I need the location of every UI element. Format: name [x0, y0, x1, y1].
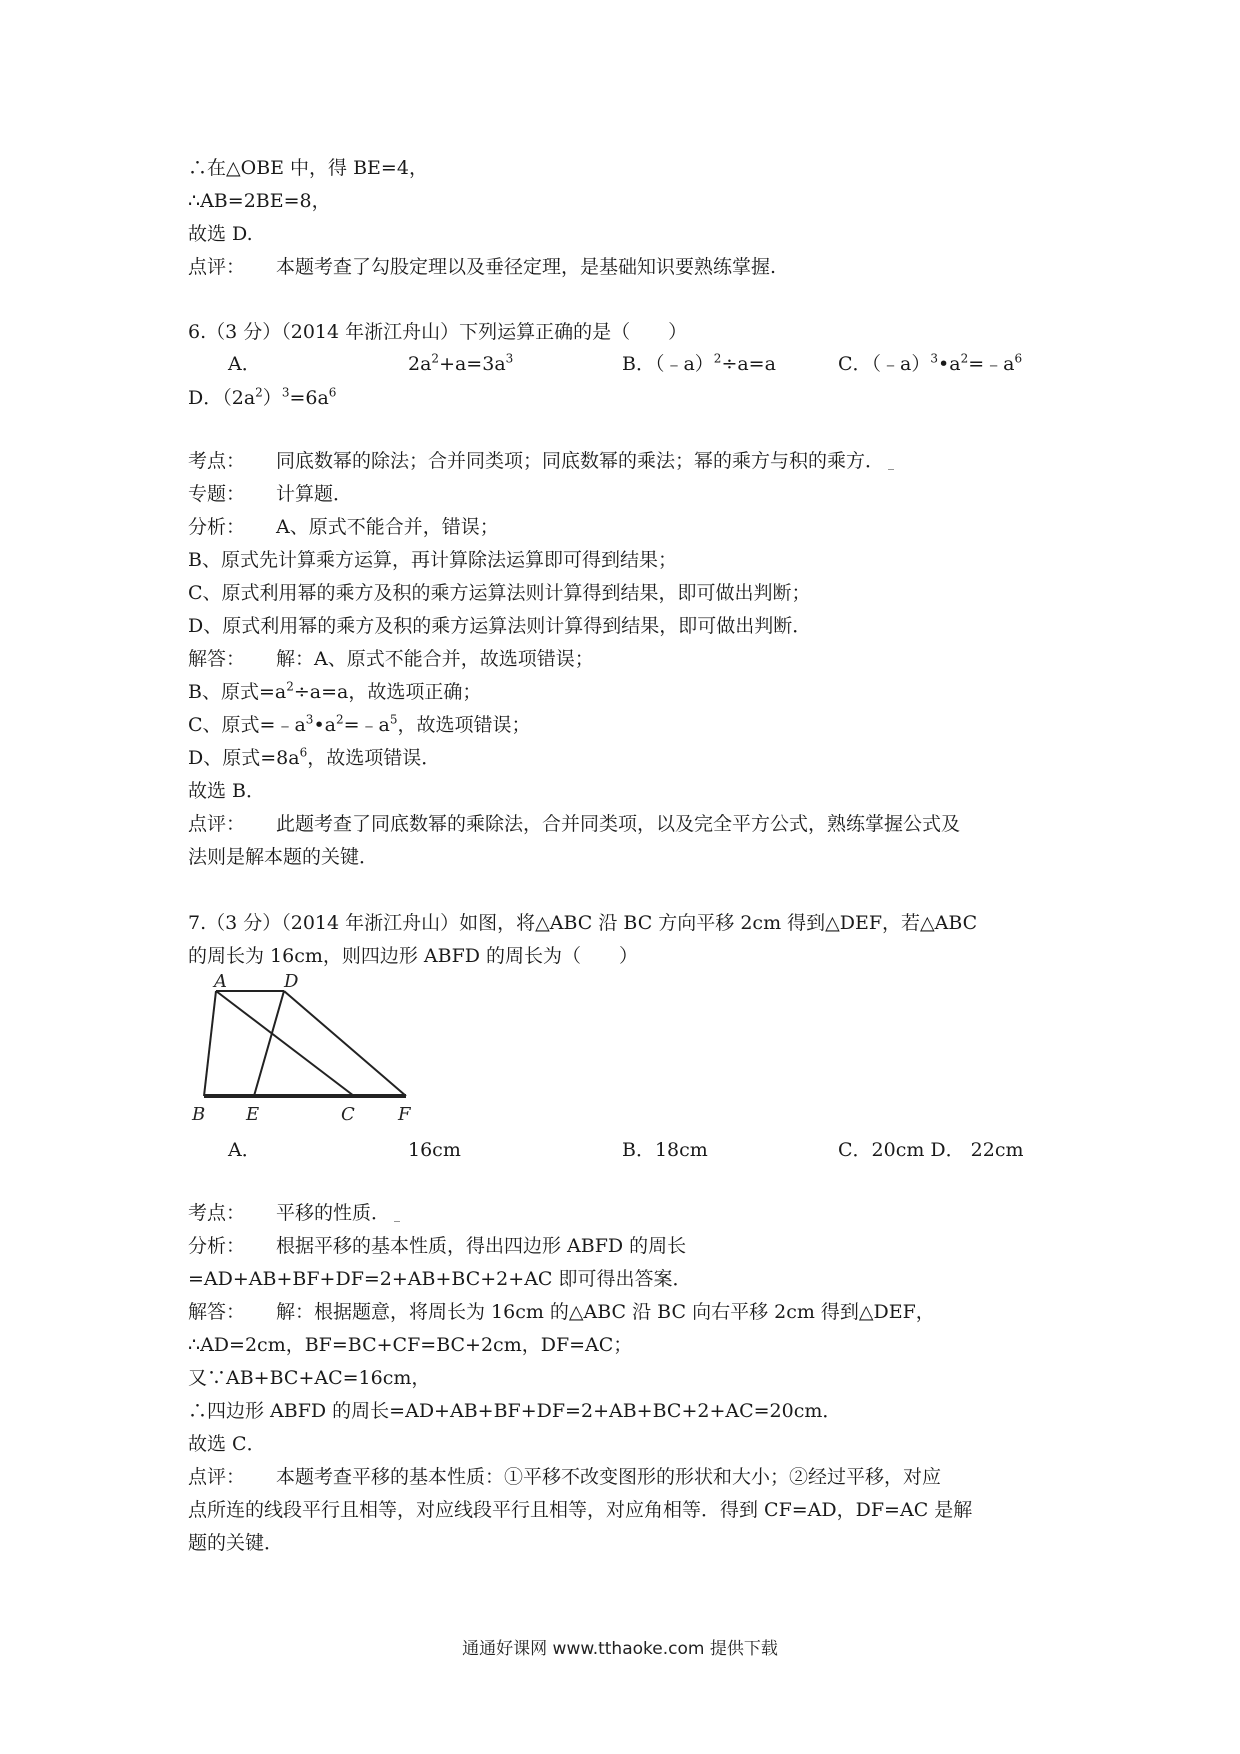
prev-line-2: ∴AB=2BE=8， [188, 190, 331, 212]
label-e: E [246, 1104, 260, 1125]
q6-answer: 故选 B． [188, 780, 266, 802]
label-a: A [214, 971, 227, 992]
q6-jieda-2: B、原式$=a^2\div a=a$，故选项正确； [188, 679, 482, 703]
q6-option-a: $2a^2+a=3a^3$ [408, 351, 514, 375]
comment-label: 点评： [188, 256, 246, 278]
q6-jieda-3: C、原式$=﹣a^3•a^2=﹣a^5$，故选项错误； [188, 712, 531, 736]
q6-dianping-2: 法则是解本题的关键． [188, 846, 379, 868]
segment-ac [216, 991, 354, 1096]
q7-stem-2: 的周长为 16cm，则四边形 ABFD 的周长为（ ） [188, 945, 639, 967]
q6-fenxi-4: D、原式利用幂的乘方及积的乘方运算法则计算得到结果，即可做出判断． [188, 615, 812, 637]
q7-jieda-3: 又∵AB+BC+AC=16cm， [188, 1367, 431, 1389]
q6-fenxi-3: C、原式利用幂的乘方及积的乘方运算法则计算得到结果，即可做出判断； [188, 582, 811, 604]
q6-kaodian: 考点： 同底数幂的除法；合并同类项；同底数幂的乘法；幂的乘方与积的乘方． _ [188, 450, 895, 472]
q6-fenxi-2: B、原式先计算乘方运算，再计算除法运算即可得到结果； [188, 549, 677, 571]
comment-text: 本题考查了勾股定理以及垂径定理，是基础知识要熟练掌握. [276, 256, 777, 278]
q7-fenxi-2: =AD+AB+BF+DF=2+AB+BC+2+AC 即可得出答案． [188, 1268, 692, 1290]
segment-df [284, 991, 406, 1096]
segment-de [254, 991, 284, 1096]
q6-option-b: B．（﹣a）$^2$÷a=a [622, 351, 776, 375]
q7-jieda: 解答： 解：根据题意，将周长为 16cm 的△ABC 沿 BC 向右平移 2cm 得到△DEF， [188, 1301, 935, 1323]
q7-dianping-3: 题的关键． [188, 1532, 284, 1554]
q6-jieda-4: D、原式$=8a^6$，故选项错误． [188, 745, 441, 769]
q6-jieda: 解答： 解：A、原式不能合并，故选项错误； [188, 648, 594, 670]
q7-option-cd: C．20cm D． 22cm [838, 1139, 1024, 1161]
translation-figure [186, 970, 416, 1130]
footer-text: 通通好课网 www.tthaoke.com 提供下载 [462, 1639, 778, 1659]
label-f: F [398, 1104, 411, 1125]
q6-fenxi: 分析： A、原式不能合并，错误； [188, 516, 499, 538]
label-b: B [192, 1104, 206, 1125]
label-c: C [341, 1104, 355, 1125]
q7-jieda-2: ∴AD=2cm，BF=BC+CF=BC+2cm，DF=AC； [188, 1334, 633, 1356]
q6-zhuanti: 专题： 计算题． [188, 483, 353, 505]
q7-dianping: 点评： 本题考查平移的基本性质：①平移不改变图形的形状和大小；②经过平移，对应 [188, 1466, 942, 1488]
q7-option-a-label: A． [228, 1139, 261, 1161]
q7-fenxi: 分析： 根据平移的基本性质，得出四边形 ABFD 的周长 [188, 1235, 687, 1257]
segment-ab [204, 991, 216, 1096]
prev-line-1: ∴在△OBE 中，得 BE=4， [188, 157, 428, 179]
q6-option-c: C．$(﹣a)^3•a^2=﹣a^6$ [838, 351, 1023, 375]
label-d: D [284, 971, 299, 992]
q7-option-a: 16cm [408, 1139, 461, 1161]
q7-dianping-2: 点所连的线段平行且相等，对应线段平行且相等，对应角相等．得到 CF=AD，DF=AC 是解 [188, 1499, 973, 1521]
prev-comment [188, 255, 776, 279]
q7-option-b: B．18cm [622, 1139, 708, 1161]
q7-stem: 7.（3 分）（2014 年浙江舟山）如图，将△ABC 沿 BC 方向平移 2cm 得到△DEF，若△ABC [188, 912, 978, 934]
prev-line-3: 故选 D. [188, 223, 253, 245]
q7-kaodian: 考点： 平移的性质． _ [188, 1202, 401, 1224]
q6-option-d: D．$(2a^2)^3=6a^6$ [188, 385, 337, 409]
q7-answer: 故选 C． [188, 1433, 266, 1455]
q6-stem: 6.（3 分）（2014 年浙江舟山）下列运算正确的是（ ） [188, 321, 688, 343]
q6-option-a-label: A． [228, 353, 261, 375]
q7-jieda-4: ∴四边形 ABFD 的周长=AD+AB+BF+DF=2+AB+BC+2+AC=20cm． [188, 1400, 842, 1422]
q6-dianping: 点评： 此题考查了同底数幂的乘除法，合并同类项，以及完全平方公式，熟练掌握公式及 [188, 813, 961, 835]
